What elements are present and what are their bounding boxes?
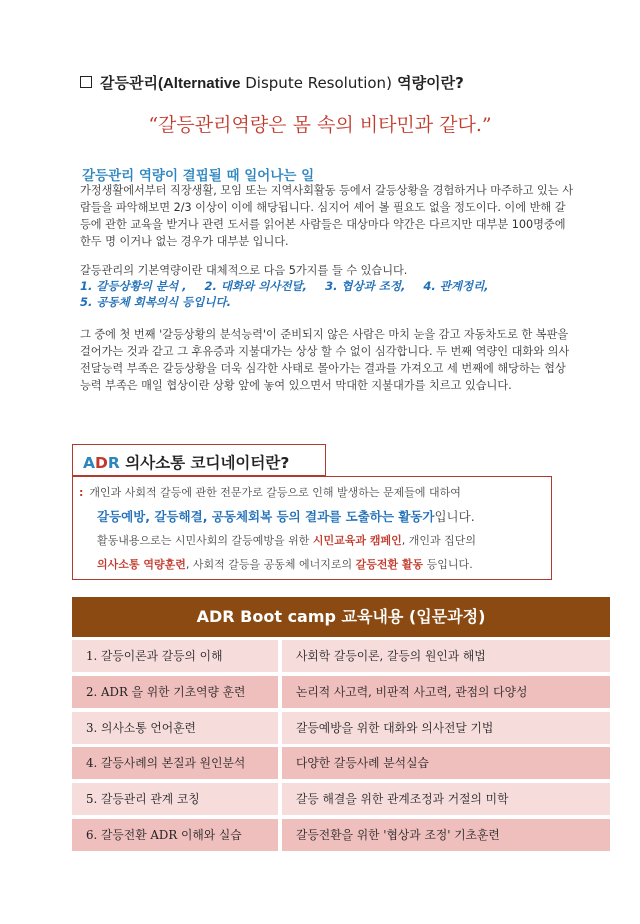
adr-letter-d: D: [95, 454, 108, 472]
adr-line-2-end: 입니다.: [434, 509, 475, 524]
course-detail: 다양한 갈등사례 분석실습: [282, 747, 610, 779]
heading-main: 갈등관리(Alternative: [100, 75, 241, 92]
adr-line-4-highlight-2: 갈등전환 활동: [355, 558, 424, 571]
course-detail: 갈등 해결을 위한 관계조정과 거절의 미학: [282, 783, 610, 815]
competency-item: 3. 협상과 조정,: [325, 279, 406, 293]
adr-line-1-text: 개인과 사회적 갈등에 관한 전문가로 갈등으로 인해 발생하는 문제들에 대하여: [89, 486, 461, 499]
adr-description-box: [72, 476, 552, 580]
table-row: [72, 676, 610, 708]
adr-line-3-highlight: 시민교육과 캠페인: [312, 534, 402, 547]
table-row: [72, 712, 610, 744]
table-row: [72, 747, 610, 779]
heading-english: Dispute Resolution): [240, 74, 392, 92]
colon-marker: :: [79, 486, 84, 499]
competency-item: 1. 갈등상황의 분석 ,: [80, 279, 187, 293]
paragraph-competencies-intro: 갈등관리의 기본역량이란 대체적으로 다음 5가지를 들 수 있습니다.: [80, 264, 408, 277]
course-topic: 6. 갈등전환 ADR 이해와 실습: [72, 819, 278, 851]
course-topic: 3. 의사소통 언어훈련: [72, 712, 278, 744]
adr-line-3-b: , 개인과 집단의: [401, 534, 476, 547]
course-table-header: ADR Boot camp 교육내용 (입문과정): [72, 597, 610, 637]
square-bullet-icon: [80, 76, 92, 88]
adr-line-4-b: 등입니다.: [423, 558, 473, 571]
course-topic: 4. 갈등사례의 본질과 원인분석: [72, 747, 278, 779]
course-detail: 갈등전환을 위한 '협상과 조정' 기초훈련: [282, 819, 610, 851]
section-heading: [80, 72, 464, 93]
course-table: [72, 640, 610, 855]
table-row: [72, 783, 610, 815]
paragraph-intro: 가정생활에서부터 직장생활, 모임 또는 지역사회활동 등에서 갈등상황을 경험하거나 마주하고 있는 사람들을 파악해보면 2/3 이상이 이에 해당됩니다. 심지어 셰어 볼 필요도 없을 정도이다. 이에 반해 갈등에 관한 교육을 받거나 관련 도서를 읽어본 사람들은 대상마다 약간은 다르지만 대부분 100명중에 한두 명 이거나 없는 경우가 대부분 입니다.: [80, 184, 574, 248]
competency-item: 4. 관계정리,: [423, 279, 489, 293]
adr-line-1: [79, 485, 461, 501]
competency-item: 5. 공동체 회복의식 등입니다.: [80, 295, 231, 309]
course-detail: 논리적 사고력, 비판적 사고력, 관점의 다양성: [282, 676, 610, 708]
competency-item: 2. 대화와 의사전달,: [204, 279, 308, 293]
adr-title-box: [72, 444, 326, 476]
course-topic: 1. 갈등이론과 갈등의 이해: [72, 640, 278, 672]
subheading: 갈등관리 역량이 결핍될 때 일어나는 일: [82, 168, 315, 184]
table-row: [72, 640, 610, 672]
paragraph-explanation: 그 중에 첫 번째 '갈등상황의 분석능력'이 준비되지 않은 사람은 마치 눈을 감고 자동차도로 한 복판을 걸어가는 것과 같고 그 후유증과 지불대가는 상상 할 수 없이 심각합니다. 두 번째 역량인 대화와 의사 전달능력 부족은 갈등상황을 더욱 심각한 사태로 몰아가는 결과를 가져오고 세 번째에 해당하는 협상능력 부족은 매일 협상이란 상황 앞에 놓여 있으면서 막대한 지불대가를 치르고 있습니다.: [80, 328, 570, 392]
adr-line-4-a: , 사회적 갈등을 공동체 에너지로의: [185, 558, 356, 571]
course-topic: 2. ADR 을 위한 기초역량 훈련: [72, 676, 278, 708]
adr-title: [83, 451, 289, 473]
adr-line-4: [97, 557, 473, 573]
adr-line-2: [97, 509, 475, 525]
course-topic: 5. 갈등관리 관계 코칭: [72, 783, 278, 815]
adr-line-3: [97, 533, 476, 549]
heading-tail: 역량이란?: [391, 74, 464, 92]
adr-title-rest: 의사소통 코디네이터란?: [119, 454, 290, 472]
adr-line-2-bold: 갈등예방, 갈등해결, 공동체회복 등의 결과를 도출하는 활동가: [97, 509, 435, 524]
course-detail: 갈등예방을 위한 대화와 의사전달 기법: [282, 712, 610, 744]
competency-list: [80, 278, 574, 310]
course-detail: 사회학 갈등이론, 갈등의 원인과 해법: [282, 640, 610, 672]
adr-letter-r: R: [107, 454, 120, 472]
adr-line-3-a: 활동내용으로는 시민사회의 갈등예방을 위한: [97, 534, 313, 547]
table-row: [72, 819, 610, 851]
quote: “갈등관리역량은 몸 속의 비타민과 같다.”: [148, 114, 492, 136]
adr-line-4-highlight-1: 의사소통 역량훈련: [97, 558, 186, 571]
adr-letter-a: A: [83, 454, 95, 472]
